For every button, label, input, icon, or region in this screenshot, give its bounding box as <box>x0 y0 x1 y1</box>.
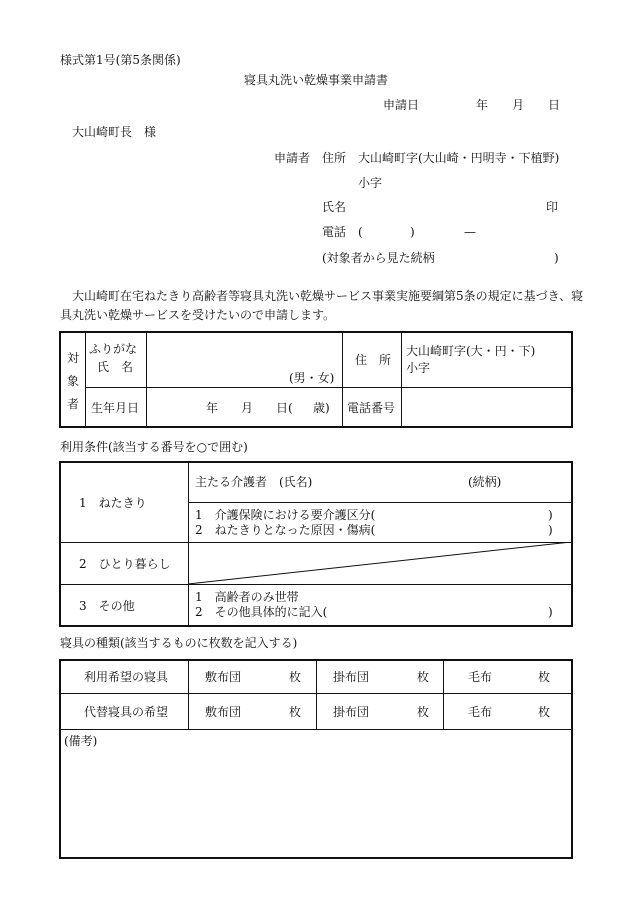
target-birth-age[interactable]: 歳) <box>313 401 330 415</box>
application-date-label: 申請日 <box>383 98 420 112</box>
condition-cause[interactable]: 2 ねたきりとなった原因・傷病( <box>195 523 376 537</box>
target-birth-year[interactable]: 年 <box>206 401 219 415</box>
target-birth-month[interactable]: 月 <box>241 401 254 415</box>
applicant-seal: 印 <box>546 200 559 214</box>
bedding-table <box>59 659 573 859</box>
target-koaza[interactable]: 小字 <box>406 361 431 375</box>
target-name-label: 氏 名 <box>97 360 134 374</box>
target-phone-label: 電話番号 <box>347 401 396 415</box>
bedding-row-substitute-blanket-unit[interactable]: 枚 <box>538 705 551 719</box>
target-birth-day[interactable]: 日( <box>276 401 293 415</box>
bedding-row-wanted-kakebuton: 掛布団 <box>333 670 370 684</box>
bedding-row-substitute-futon: 敷布団 <box>205 705 242 719</box>
bedding-heading: 寝具の種類(該当するものに枚数を記入する) <box>60 636 298 650</box>
applicant-phone-label: 電話 <box>322 225 347 239</box>
applicant-relation-close: ) <box>554 251 559 265</box>
condition-other-label[interactable]: 3 その他 <box>79 599 135 613</box>
diagonal-strike <box>188 542 571 584</box>
bedding-row-substitute-kakebuton: 掛布団 <box>333 705 370 719</box>
applicant-relation[interactable]: (対象者から見た続柄 <box>322 251 435 265</box>
bedding-row-wanted-blanket: 毛布 <box>468 670 493 684</box>
application-date-year[interactable]: 年 <box>476 98 489 112</box>
bedding-row-substitute-futon-unit[interactable]: 枚 <box>289 705 302 719</box>
intro-text-line-2: 具丸洗い乾燥サービスを受けたいので申請します。 <box>60 308 336 322</box>
applicant-address-label: 住所 <box>322 151 347 165</box>
bedding-row-wanted-blanket-unit[interactable]: 枚 <box>538 670 551 684</box>
application-date-month[interactable]: 月 <box>512 98 525 112</box>
condition-other-specify-close: ) <box>548 605 553 619</box>
target-address-value[interactable]: 大山崎町字(大・円・下) <box>406 344 536 358</box>
bedding-row-substitute-blanket: 毛布 <box>468 705 493 719</box>
target-birth-label: 生年月日 <box>91 401 140 415</box>
application-date-day[interactable]: 日 <box>548 98 561 112</box>
intro-text-line-1: 大山崎町在宅ねたきり高齢者等寝具丸洗い乾燥サービス事業実施要綱第5条の規定に基づき、寝 <box>72 289 584 303</box>
applicant-address-value[interactable]: 大山崎町字(大山崎・円明寺・下植野) <box>358 151 560 165</box>
conditions-heading: 利用条件(該当する番号を○で囲む) <box>60 440 248 454</box>
applicant-label: 申請者 <box>274 151 311 165</box>
bedding-row-substitute-kakebuton-unit[interactable]: 枚 <box>417 705 430 719</box>
bedding-row-wanted-kakebuton-unit[interactable]: 枚 <box>417 670 430 684</box>
condition-cause-close: ) <box>548 523 553 537</box>
condition-care-level-close: ) <box>548 508 553 522</box>
target-gender[interactable]: (男・女) <box>289 371 335 385</box>
bedding-row-wanted-futon-unit[interactable]: 枚 <box>289 670 302 684</box>
condition-elderly-household[interactable]: 1 高齢者のみ世帯 <box>195 590 299 604</box>
applicant-name-label: 氏名 <box>322 200 347 214</box>
applicant-phone-paren-open: ( <box>358 225 363 239</box>
target-address-label: 住 所 <box>355 353 392 367</box>
applicant-phone-paren-close: ) <box>410 225 415 239</box>
condition-bedridden-label[interactable]: 1 ねたきり <box>79 496 147 510</box>
form-number: 様式第1号(第5条関係) <box>60 53 181 67</box>
target-furigana-label: ふりがな <box>89 342 138 356</box>
target-side-label: 対 象 者 <box>66 351 79 411</box>
remarks-label[interactable]: (備考) <box>64 734 98 748</box>
applicant-koaza[interactable]: 小字 <box>358 176 383 190</box>
applicant-phone-dash: — <box>464 225 476 239</box>
condition-other-specify[interactable]: 2 その他具体的に記入( <box>195 605 328 619</box>
form-title: 寝具丸洗い乾燥事業申請書 <box>244 73 389 87</box>
bedding-row-wanted-futon: 敷布団 <box>205 670 242 684</box>
condition-care-level[interactable]: 1 介護保険における要介護区分( <box>195 508 376 522</box>
caregiver-relation-label: (続柄) <box>468 475 502 489</box>
addressee: 大山崎町長 様 <box>72 125 157 139</box>
condition-living-alone-label[interactable]: 2 ひとり暮らし <box>79 557 171 571</box>
caregiver-label: 主たる介護者 (氏名) <box>195 475 313 489</box>
bedding-row-wanted-label: 利用希望の寝具 <box>84 670 169 684</box>
bedding-row-substitute-label: 代替寝具の希望 <box>84 705 169 719</box>
